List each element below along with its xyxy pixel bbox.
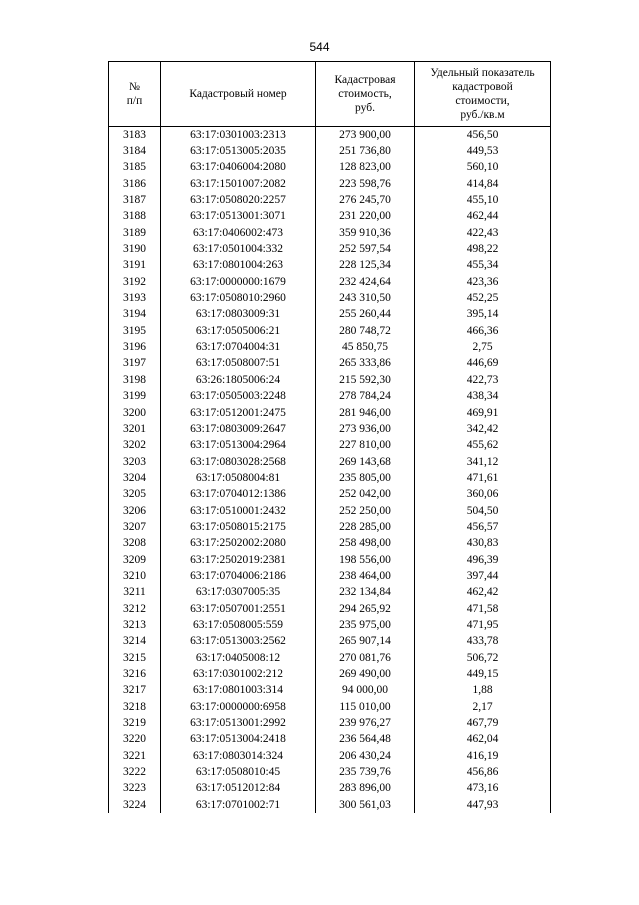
cell-cadastral-number: 63:17:0405008:12 xyxy=(161,650,316,666)
table-row xyxy=(109,764,551,780)
cell-cadastral-value: 258 498,00 xyxy=(316,536,415,552)
cell-cadastral-number: 63:17:0513003:2562 xyxy=(161,634,316,650)
table-row xyxy=(109,421,551,437)
cell-specific-value: 462,04 xyxy=(415,732,551,748)
cell-row-number: 3187 xyxy=(109,192,161,208)
cell-cadastral-value: 231 220,00 xyxy=(316,209,415,225)
cell-cadastral-value: 276 245,70 xyxy=(316,192,415,208)
table-row xyxy=(109,585,551,601)
cell-row-number: 3223 xyxy=(109,781,161,797)
cell-cadastral-value: 278 784,24 xyxy=(316,389,415,405)
cell-row-number: 3189 xyxy=(109,225,161,241)
cell-specific-value: 433,78 xyxy=(415,634,551,650)
cell-cadastral-value: 265 333,86 xyxy=(316,356,415,372)
cell-cadastral-value: 236 564,48 xyxy=(316,732,415,748)
cell-row-number: 3199 xyxy=(109,389,161,405)
cell-cadastral-number: 63:17:0508007:51 xyxy=(161,356,316,372)
cell-cadastral-number: 63:17:0513001:2992 xyxy=(161,715,316,731)
cell-cadastral-value: 251 736,80 xyxy=(316,143,415,159)
table-row xyxy=(109,290,551,306)
table-row xyxy=(109,470,551,486)
cell-row-number: 3221 xyxy=(109,748,161,764)
cadastral-value-table xyxy=(108,61,551,813)
cell-cadastral-number: 63:17:0704004:31 xyxy=(161,339,316,355)
table-row xyxy=(109,438,551,454)
cell-specific-value: 423,36 xyxy=(415,274,551,290)
cell-cadastral-value: 281 946,00 xyxy=(316,405,415,421)
cell-cadastral-number: 63:17:0505003:2248 xyxy=(161,389,316,405)
cell-row-number: 3224 xyxy=(109,797,161,813)
cell-row-number: 3184 xyxy=(109,143,161,159)
cell-cadastral-value: 300 561,03 xyxy=(316,797,415,813)
cell-cadastral-number: 63:17:0508004:81 xyxy=(161,470,316,486)
table-row xyxy=(109,568,551,584)
cell-cadastral-number: 63:17:0507001:2551 xyxy=(161,601,316,617)
cell-cadastral-value: 252 042,00 xyxy=(316,487,415,503)
table-row xyxy=(109,209,551,225)
cell-specific-value: 414,84 xyxy=(415,176,551,192)
cell-specific-value: 462,44 xyxy=(415,209,551,225)
cell-row-number: 3207 xyxy=(109,519,161,535)
cell-cadastral-number: 63:17:0801003:314 xyxy=(161,683,316,699)
cell-specific-value: 342,42 xyxy=(415,421,551,437)
table-row xyxy=(109,127,551,144)
cell-cadastral-value: 235 739,76 xyxy=(316,764,415,780)
header-cadastral-number: Кадастровый номер xyxy=(161,62,316,127)
cell-row-number: 3220 xyxy=(109,732,161,748)
page-number: 544 xyxy=(309,40,330,54)
cell-row-number: 3209 xyxy=(109,552,161,568)
cell-cadastral-number: 63:17:0803009:2647 xyxy=(161,421,316,437)
cell-cadastral-value: 235 805,00 xyxy=(316,470,415,486)
table-row xyxy=(109,797,551,813)
cell-row-number: 3198 xyxy=(109,372,161,388)
cell-row-number: 3192 xyxy=(109,274,161,290)
cell-specific-value: 469,91 xyxy=(415,405,551,421)
cell-row-number: 3205 xyxy=(109,487,161,503)
cell-cadastral-number: 63:17:0406002:473 xyxy=(161,225,316,241)
cell-cadastral-value: 252 250,00 xyxy=(316,503,415,519)
cell-cadastral-number: 63:17:0505006:21 xyxy=(161,323,316,339)
table-row xyxy=(109,454,551,470)
cell-row-number: 3206 xyxy=(109,503,161,519)
cell-specific-value: 466,36 xyxy=(415,323,551,339)
table-row xyxy=(109,536,551,552)
table-row xyxy=(109,274,551,290)
cell-cadastral-value: 238 464,00 xyxy=(316,568,415,584)
cell-specific-value: 438,34 xyxy=(415,389,551,405)
cell-cadastral-value: 128 823,00 xyxy=(316,160,415,176)
cell-cadastral-value: 223 598,76 xyxy=(316,176,415,192)
cell-cadastral-value: 206 430,24 xyxy=(316,748,415,764)
cell-specific-value: 430,83 xyxy=(415,536,551,552)
cell-cadastral-number: 63:17:0704006:2186 xyxy=(161,568,316,584)
cell-cadastral-number: 63:17:0501004:332 xyxy=(161,241,316,257)
cell-specific-value: 498,22 xyxy=(415,241,551,257)
cell-cadastral-value: 228 125,34 xyxy=(316,258,415,274)
cell-row-number: 3196 xyxy=(109,339,161,355)
cell-cadastral-value: 115 010,00 xyxy=(316,699,415,715)
header-specific-value: Удельный показатель кадастровой стоимости, руб./кв.м xyxy=(415,62,551,127)
table-row xyxy=(109,617,551,633)
cell-row-number: 3214 xyxy=(109,634,161,650)
table-row xyxy=(109,699,551,715)
table-row xyxy=(109,143,551,159)
cell-specific-value: 416,19 xyxy=(415,748,551,764)
table-row xyxy=(109,487,551,503)
cell-cadastral-value: 228 285,00 xyxy=(316,519,415,535)
cell-cadastral-number: 63:17:0803009:31 xyxy=(161,307,316,323)
cell-specific-value: 1,88 xyxy=(415,683,551,699)
table-row xyxy=(109,192,551,208)
cell-specific-value: 456,57 xyxy=(415,519,551,535)
table-row xyxy=(109,601,551,617)
table-row xyxy=(109,339,551,355)
cell-row-number: 3222 xyxy=(109,764,161,780)
cell-specific-value: 467,79 xyxy=(415,715,551,731)
cell-specific-value: 422,43 xyxy=(415,225,551,241)
table-row xyxy=(109,748,551,764)
cell-cadastral-number: 63:17:0512012:84 xyxy=(161,781,316,797)
cell-specific-value: 360,06 xyxy=(415,487,551,503)
cell-cadastral-value: 198 556,00 xyxy=(316,552,415,568)
cell-specific-value: 456,86 xyxy=(415,764,551,780)
cell-cadastral-value: 232 134,84 xyxy=(316,585,415,601)
table-row xyxy=(109,405,551,421)
cell-specific-value: 341,12 xyxy=(415,454,551,470)
cell-cadastral-number: 63:17:2502019:2381 xyxy=(161,552,316,568)
header-row-number: № п/п xyxy=(109,62,161,127)
cell-cadastral-number: 63:17:0803014:324 xyxy=(161,748,316,764)
cell-row-number: 3186 xyxy=(109,176,161,192)
cell-cadastral-number: 63:17:0301003:2313 xyxy=(161,127,316,144)
cell-cadastral-number: 63:17:0513005:2035 xyxy=(161,143,316,159)
cell-cadastral-value: 227 810,00 xyxy=(316,438,415,454)
cell-specific-value: 452,25 xyxy=(415,290,551,306)
cell-specific-value: 506,72 xyxy=(415,650,551,666)
table-body xyxy=(109,127,551,814)
cell-cadastral-number: 63:26:1805006:24 xyxy=(161,372,316,388)
cell-specific-value: 462,42 xyxy=(415,585,551,601)
table-row xyxy=(109,160,551,176)
cell-row-number: 3191 xyxy=(109,258,161,274)
cell-specific-value: 449,53 xyxy=(415,143,551,159)
cell-cadastral-number: 63:17:2502002:2080 xyxy=(161,536,316,552)
cell-cadastral-number: 63:17:1501007:2082 xyxy=(161,176,316,192)
cell-specific-value: 496,39 xyxy=(415,552,551,568)
cell-cadastral-number: 63:17:0508010:45 xyxy=(161,764,316,780)
cell-row-number: 3195 xyxy=(109,323,161,339)
cell-specific-value: 455,34 xyxy=(415,258,551,274)
cell-cadastral-value: 280 748,72 xyxy=(316,323,415,339)
table-row xyxy=(109,258,551,274)
table-row xyxy=(109,389,551,405)
cell-cadastral-number: 63:17:0512001:2475 xyxy=(161,405,316,421)
cell-cadastral-value: 269 490,00 xyxy=(316,666,415,682)
table-row xyxy=(109,372,551,388)
cell-cadastral-number: 63:17:0513004:2964 xyxy=(161,438,316,454)
table-row xyxy=(109,519,551,535)
cell-row-number: 3212 xyxy=(109,601,161,617)
table-row xyxy=(109,307,551,323)
cell-cadastral-number: 63:17:0301002:212 xyxy=(161,666,316,682)
table-row xyxy=(109,503,551,519)
cell-specific-value: 446,69 xyxy=(415,356,551,372)
cell-cadastral-number: 63:17:0513004:2418 xyxy=(161,732,316,748)
cell-cadastral-value: 283 896,00 xyxy=(316,781,415,797)
table-row xyxy=(109,225,551,241)
cell-specific-value: 422,73 xyxy=(415,372,551,388)
cell-row-number: 3215 xyxy=(109,650,161,666)
cell-row-number: 3204 xyxy=(109,470,161,486)
cell-row-number: 3194 xyxy=(109,307,161,323)
cell-cadastral-number: 63:17:0307005:35 xyxy=(161,585,316,601)
cell-cadastral-value: 294 265,92 xyxy=(316,601,415,617)
cell-row-number: 3200 xyxy=(109,405,161,421)
cell-row-number: 3193 xyxy=(109,290,161,306)
cell-cadastral-value: 269 143,68 xyxy=(316,454,415,470)
table-row xyxy=(109,666,551,682)
cell-cadastral-number: 63:17:0406004:2080 xyxy=(161,160,316,176)
cell-specific-value: 447,93 xyxy=(415,797,551,813)
cell-specific-value: 449,15 xyxy=(415,666,551,682)
table-row xyxy=(109,356,551,372)
cell-specific-value: 560,10 xyxy=(415,160,551,176)
cell-cadastral-value: 270 081,76 xyxy=(316,650,415,666)
table-row xyxy=(109,650,551,666)
cell-cadastral-number: 63:17:0513001:3071 xyxy=(161,209,316,225)
cell-cadastral-value: 239 976,27 xyxy=(316,715,415,731)
header-row xyxy=(109,62,551,127)
table-row xyxy=(109,241,551,257)
cell-cadastral-value: 252 597,54 xyxy=(316,241,415,257)
table-row xyxy=(109,715,551,731)
cell-specific-value: 455,62 xyxy=(415,438,551,454)
cell-cadastral-number: 63:17:0510001:2432 xyxy=(161,503,316,519)
cell-cadastral-value: 45 850,75 xyxy=(316,339,415,355)
cell-row-number: 3188 xyxy=(109,209,161,225)
cell-specific-value: 455,10 xyxy=(415,192,551,208)
cell-cadastral-number: 63:17:0704012:1386 xyxy=(161,487,316,503)
cell-cadastral-number: 63:17:0508010:2960 xyxy=(161,290,316,306)
cell-row-number: 3201 xyxy=(109,421,161,437)
cell-row-number: 3190 xyxy=(109,241,161,257)
cell-row-number: 3183 xyxy=(109,127,161,144)
cell-specific-value: 2,17 xyxy=(415,699,551,715)
cell-specific-value: 397,44 xyxy=(415,568,551,584)
table-row xyxy=(109,323,551,339)
table-row xyxy=(109,781,551,797)
cell-cadastral-number: 63:17:0508020:2257 xyxy=(161,192,316,208)
cell-cadastral-number: 63:17:0801004:263 xyxy=(161,258,316,274)
cell-row-number: 3197 xyxy=(109,356,161,372)
cell-cadastral-number: 63:17:0508005:559 xyxy=(161,617,316,633)
cell-cadastral-value: 232 424,64 xyxy=(316,274,415,290)
cell-row-number: 3208 xyxy=(109,536,161,552)
cell-cadastral-number: 63:17:0508015:2175 xyxy=(161,519,316,535)
table-row xyxy=(109,634,551,650)
cell-cadastral-value: 243 310,50 xyxy=(316,290,415,306)
cell-specific-value: 2,75 xyxy=(415,339,551,355)
cell-cadastral-value: 273 936,00 xyxy=(316,421,415,437)
cell-specific-value: 395,14 xyxy=(415,307,551,323)
cell-cadastral-number: 63:17:0000000:6958 xyxy=(161,699,316,715)
cell-row-number: 3218 xyxy=(109,699,161,715)
table-row xyxy=(109,176,551,192)
table-row xyxy=(109,683,551,699)
cell-row-number: 3210 xyxy=(109,568,161,584)
cell-cadastral-value: 215 592,30 xyxy=(316,372,415,388)
cell-cadastral-number: 63:17:0803028:2568 xyxy=(161,454,316,470)
table-row xyxy=(109,732,551,748)
cell-specific-value: 471,58 xyxy=(415,601,551,617)
cell-specific-value: 471,95 xyxy=(415,617,551,633)
header-cadastral-value: Кадастровая стоимость, руб. xyxy=(316,62,415,127)
cell-row-number: 3213 xyxy=(109,617,161,633)
table-header xyxy=(109,62,551,127)
cell-row-number: 3211 xyxy=(109,585,161,601)
table-row xyxy=(109,552,551,568)
cell-cadastral-value: 94 000,00 xyxy=(316,683,415,699)
cell-row-number: 3202 xyxy=(109,438,161,454)
cell-cadastral-number: 63:17:0000000:1679 xyxy=(161,274,316,290)
cell-row-number: 3185 xyxy=(109,160,161,176)
cell-specific-value: 471,61 xyxy=(415,470,551,486)
cell-specific-value: 456,50 xyxy=(415,127,551,144)
cell-cadastral-number: 63:17:0701002:71 xyxy=(161,797,316,813)
cell-cadastral-value: 273 900,00 xyxy=(316,127,415,144)
cell-specific-value: 504,50 xyxy=(415,503,551,519)
cell-row-number: 3203 xyxy=(109,454,161,470)
cell-row-number: 3217 xyxy=(109,683,161,699)
cell-row-number: 3216 xyxy=(109,666,161,682)
cell-cadastral-value: 265 907,14 xyxy=(316,634,415,650)
cell-row-number: 3219 xyxy=(109,715,161,731)
cell-cadastral-value: 359 910,36 xyxy=(316,225,415,241)
cell-specific-value: 473,16 xyxy=(415,781,551,797)
cell-cadastral-value: 255 260,44 xyxy=(316,307,415,323)
cell-cadastral-value: 235 975,00 xyxy=(316,617,415,633)
